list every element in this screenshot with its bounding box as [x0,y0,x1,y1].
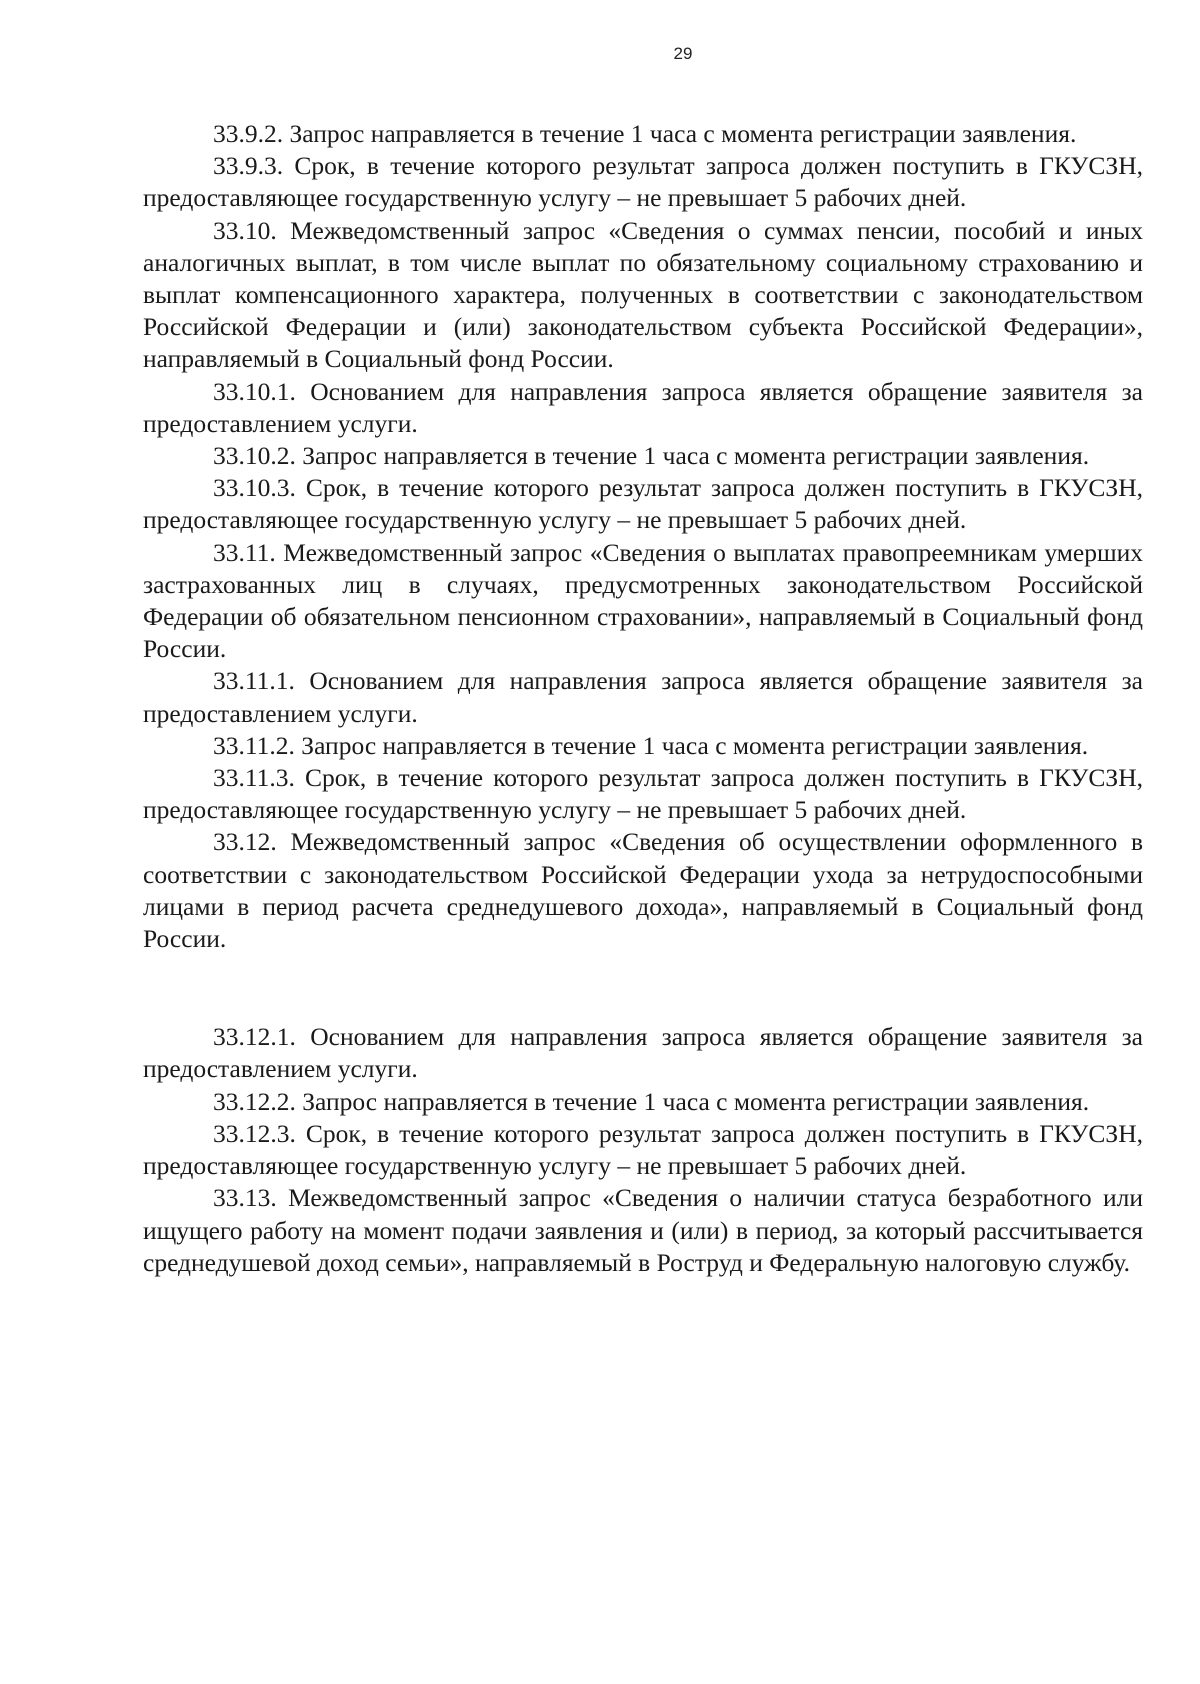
paragraph-33-12-1: 33.12.1. Основанием для направления запроса является обращение заявителя за предоставлением услуги. [143,1022,1143,1084]
paragraph-33-11-1: 33.11.1. Основанием для направления запроса является обращение заявителя за предоставлением услуги. [143,666,1143,728]
paragraph-33-9-2: 33.9.2. Запрос направляется в течение 1 часа с момента регистрации заявления. [213,119,1077,148]
paragraph-33-10-1: 33.10.1. Основанием для направления запроса является обращение заявителя за предоставлением услуги. [143,376,1143,438]
paragraph-33-12: 33.12. Межведомственный запрос «Сведения об осуществлении оформленного в соответствии с законодательством Российской Федерации ухода за нетрудоспособными лицами в период расчета среднедушевого дохода», направляемый в Социальный фонд России. [143,827,1143,954]
paragraph-33-11: 33.11. Межведомственный запрос «Сведения о выплатах правопреемникам умерших застрахованных лиц в случаях, предусмотренных законодательством Российской Федерации об обязательном пенсионном страховании», направляемый в Социальный фонд России. [143,537,1143,664]
paragraph-33-11-2: 33.11.2. Запрос направляется в течение 1 часа с момента регистрации заявления. [213,730,1089,760]
paragraph-33-12-3: 33.12.3. Срок, в течение которого результат запроса должен поступить в ГКУСЗН, предоставляющее государственную услугу – не превышает 5 рабочих дней. [143,1118,1143,1181]
paragraph-33-10-2: 33.10.2. Запрос направляется в течение 1 часа с момента регистрации заявления. [213,441,1090,471]
page-number: 29 [673,44,693,63]
paragraph-33-12-2: 33.12.2. Запрос направляется в течение 1 часа с момента регистрации заявления. [213,1086,1090,1116]
paragraph-33-11-3: 33.11.3. Срок, в течение которого результат запроса должен поступить в ГКУСЗН, предоставляющее государственную услугу – не превышает 5 рабочих дней. [143,763,1143,825]
paragraph-33-13: 33.13. Межведомственный запрос «Сведения о наличии статуса безработного или ищущего работу на момент подачи заявления и (или) в период, за который рассчитывается среднедушевой доход семьи», направляемый в Роструд и Федеральную налоговую службу. [143,1183,1143,1277]
document-body [143,118,1143,1279]
paragraph-33-10-3: 33.10.3. Срок, в течение которого результат запроса должен поступить в ГКУСЗН, предоставляющее государственную услугу – не превышает 5 рабочих дней. [143,473,1143,535]
paragraph-33-9-3: 33.9.3. Срок, в течение которого результат запроса должен поступить в ГКУСЗН, предоставляющее государственную услугу – не превышает 5 рабочих дней. [143,151,1143,213]
paragraph-33-10: 33.10. Межведомственный запрос «Сведения о суммах пенсии, пособий и иных аналогичных выплат, в том числе выплат по обязательному социальному страхованию и выплат компенсационного характера, полученных в соответствии с законодательством Российской Федерации и (или) законодательством субъекта Российской Федерации», направляемый в Социальный фонд России. [143,215,1143,374]
